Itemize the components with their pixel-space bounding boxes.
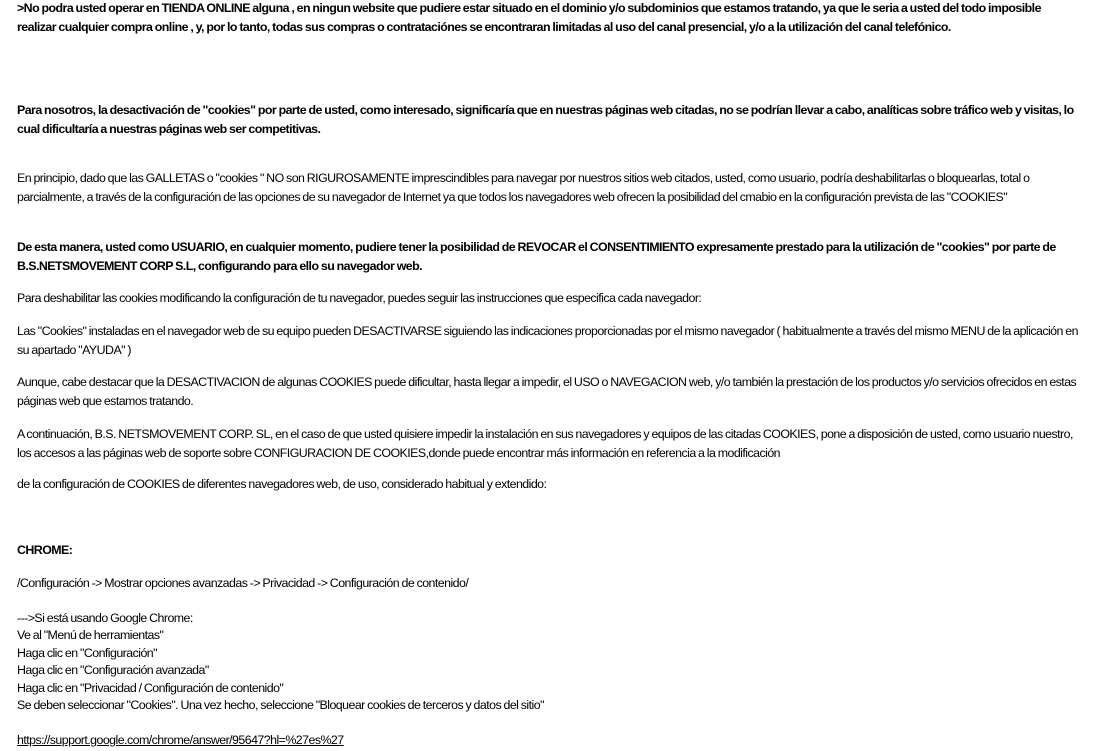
- chrome-support-link[interactable]: https://support.google.com/chrome/answer/95647?hl=%27es%27: [17, 733, 344, 747]
- paragraph-a-continuacion: A continuación, B.S. NETSMOVEMENT CORP. SL, en el caso de que usted quisiere impedir la instalación en sus navegadores y equipos de las citadas COOKIES, pone a disposición de usted, como usuario nuestro, los accesos a las páginas web de soporte sobre CONFIGURACION DE COOKIES,donde puede encontrar más información en referencia a la modificación: [17, 427, 1073, 460]
- paragraph-tienda-online: >No podra usted operar en TIENDA ONLINE alguna , en ningun website que pudiere estar situado en el dominio y/o subdominios que estamos tratando, ya que le seria a usted del todo imposible realizar cualquier compra online , y, por lo tanto, todas sus compras o contrataciónes se encontraran limitadas al uso del canal presencial, y/o a la utilización del canal telefónico.: [17, 1, 1041, 34]
- chrome-step: Haga clic en "Configuración avanzada": [17, 663, 209, 678]
- chrome-menu-path-text: /Configuración -> Mostrar opciones avanzadas -> Privacidad -> Configuración de contenido/: [17, 576, 469, 590]
- paragraph-configuracion-navegadores: [17, 475, 1079, 494]
- paragraph-revocar-consentimiento: De esta manera, usted como USUARIO, en cualquier momento, pudiere tener la posibilidad de REVOCAR el CONSENTIMIENTO expresamente prestado para la utilización de "cookies" por parte de B.S.NETSMOVEMENT CORP S.L, configurando para ello su navegador web.: [17, 240, 1056, 273]
- chrome-step: Haga clic en "Configuración": [17, 645, 157, 660]
- chrome-step: Se deben seleccionar "Cookies". Una vez hecho, seleccione "Bloquear cookies de terceros y datos del sitio": [17, 698, 544, 713]
- chrome-heading: [17, 541, 1079, 560]
- chrome-step: Ve al "Menú de herramientas": [17, 628, 164, 643]
- paragraph-cookies-instaladas: Las "Cookies" instaladas en el navegador web de su equipo pueden DESACTIVARSE siguiendo las indicaciones proporcionadas por el mismo navegador ( habitualmente a través del mismo MENU de la aplicación en su apartado "AYUDA" ): [17, 324, 1078, 357]
- chrome-heading-text: CHROME:: [17, 543, 73, 557]
- chrome-step: --->Si está usando Google Chrome:: [17, 611, 193, 625]
- paragraph-desactivacion-cookies: Para nosotros, la desactivación de "cookies" por parte de usted, como interesado, significaría que en nuestras páginas web citadas, no se podrían llevar a cabo, analíticas sobre tráfico web y visitas, lo cual dificultaría a nuestras páginas web ser competitivas.: [17, 103, 1074, 136]
- chrome-support-link-wrapper: [17, 731, 1079, 750]
- paragraph-galletas: En principio, dado que las GALLETAS o "cookies " NO son RIGUROSAMENTE imprescindibles para navegar por nuestros sitios web citados, usted, como usuario, podría deshabilitarlas o bloquearlas, total o parcialmente, a través de la configuración de las opciones de su navegador de Internet ya que todos los navegadores web ofrecen la posibilidad del cmabio en la configuración prevista de las "COOKIES": [17, 171, 1030, 204]
- paragraph-deshabilitar-cookies: Para deshabilitar las cookies modificando la configuración de tu navegador, puedes seguir las instrucciones que especifica cada navegador:: [17, 291, 702, 305]
- paragraph-aunque-desactivacion: Aunque, cabe destacar que la DESACTIVACION de algunas COOKIES puede dificultar, hasta llegar a impedir, el USO o NAVEGACION web, y/o también la prestación de los productos y/o servicios ofrecidos en estas páginas web que estamos tratando.: [17, 375, 1077, 408]
- chrome-steps-list: [17, 610, 1079, 714]
- chrome-step: Haga clic en "Privacidad / Configuración de contenido": [17, 680, 284, 695]
- paragraph-configuracion-navegadores-text: de la configuración de COOKIES de diferentes navegadores web, de uso, considerado habitual y extendido:: [17, 477, 547, 491]
- chrome-menu-path: [17, 574, 1079, 593]
